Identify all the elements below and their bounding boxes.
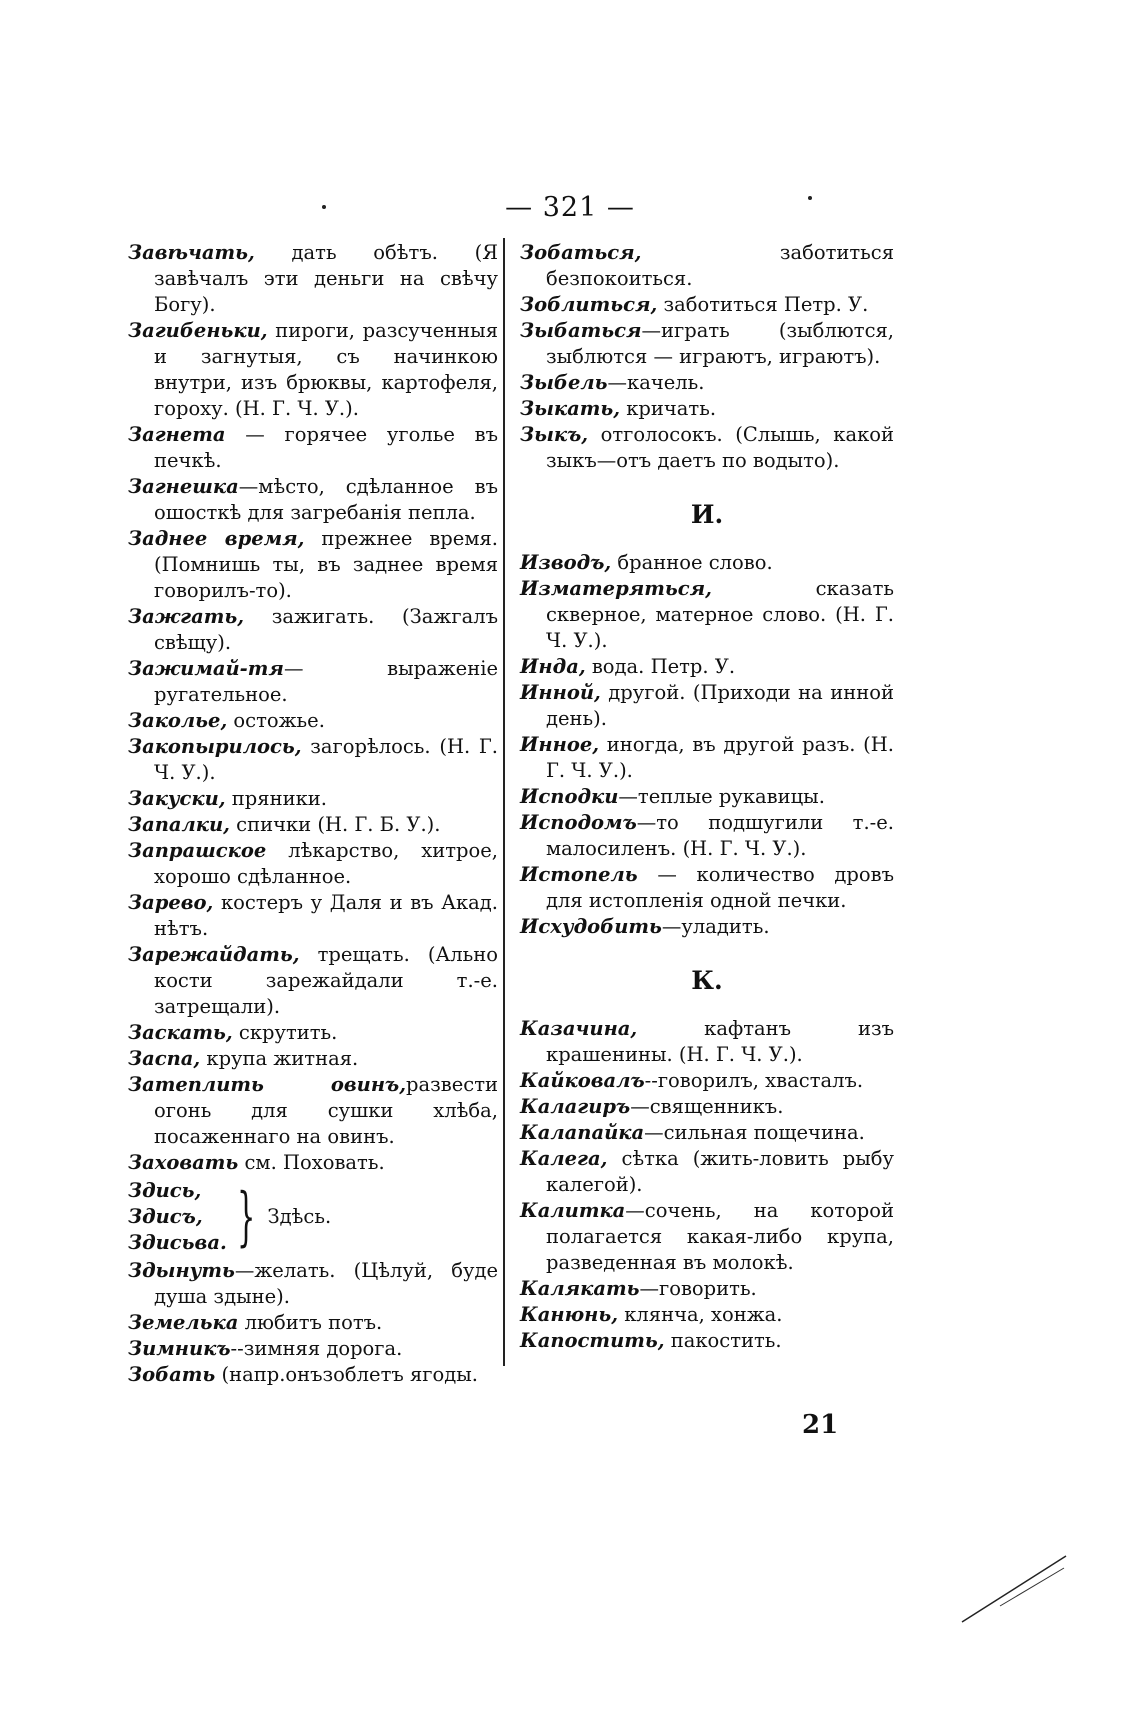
entry-definition: скрутить. [232,1021,338,1044]
dictionary-entry [520,1068,894,1094]
entry-headword: Зобать [128,1363,216,1386]
entry-definition: пряники. [225,787,327,810]
dictionary-entry [128,786,498,812]
entry-headword: Калитка [520,1199,626,1222]
entry-definition: пакостить. [664,1329,782,1352]
entry-headword: Зыбель [520,371,608,394]
dictionary-entry [520,1198,894,1276]
entry-headword: Закуски, [128,787,226,810]
entry-definition: сѣтка (жить-ловить рыбу калегой). [546,1147,894,1196]
entry-headword: Закопырилось, [128,735,302,758]
entry-headword: Заховать [128,1151,239,1174]
entry-headword: Загибеньки, [128,319,268,342]
entry-headword: Исподомъ [520,811,637,834]
entry-definition: --зимняя дорога. [230,1337,403,1360]
dictionary-entry [128,1258,498,1310]
dictionary-entry [128,474,498,526]
dictionary-entry [128,1046,498,1072]
entry-headword: Изводъ, [520,551,612,574]
entry-definition: прежнее время. (Помнишь ты, въ заднее время говорилъ-то). [154,527,498,602]
entry-headword: Завѣчать, [128,241,255,264]
entry-headword: Запалки, [128,813,230,836]
entry-headword: Зоблиться, [520,293,658,316]
entry-headword: Инной, [520,681,601,704]
entry-definition: сказать скверное, матерное слово. (Н. Г. Ч. У.). [546,577,894,652]
entry-headword: Калагиръ [520,1095,631,1118]
dictionary-entry [520,292,894,318]
entry-definition: —то подшугили т.-е. малосиленъ. (Н. Г. Ч. У.). [546,811,894,860]
page-number: — 321 — [505,192,635,223]
dictionary-entry [128,1072,498,1150]
entry-definition: кафтанъ изъ крашенины. (Н. Г. Ч. У.). [546,1017,894,1066]
entry-definition: клянча, хонжа. [618,1303,783,1326]
dictionary-entry [520,654,894,680]
right-entries-top [520,240,894,474]
entry-definition: заботиться безпокоиться. [546,241,894,290]
entry-headword: Капостить, [520,1329,665,1352]
dictionary-entry [520,680,894,732]
entry-definition: —сочень, на которой полагается какая-либо крупа, разведенная въ молокѣ. [546,1199,894,1274]
entry-headword: Калякать [520,1277,640,1300]
entry-definition: отголосокъ. (Слышь, какой зыкъ—отъ даетъ по водыто). [546,423,894,472]
dictionary-entry [128,890,498,942]
section-letter-i: И. [690,500,724,529]
ink-speck [322,205,326,209]
dictionary-entry [128,1336,498,1362]
entry-definition: вода. Петр. У. [585,655,736,678]
dictionary-entry [128,318,498,422]
entry-headword: Калапайка [520,1121,645,1144]
entry-definition: —сильная пощечина. [644,1121,865,1144]
dictionary-entry [128,942,498,1020]
dictionary-entry [128,656,498,708]
entry-headword: Зажгать, [128,605,245,628]
dictionary-entry [128,812,498,838]
dictionary-entry [520,396,894,422]
entry-headword: Зажимай-тя [128,657,284,680]
section-i-entries [520,550,894,940]
entry-definition: (напр.онъзоблетъ ягоды. [215,1363,478,1386]
dictionary-entry [520,550,894,576]
dictionary-entry [520,370,894,396]
entry-definition: --говорилъ, хвасталъ. [644,1069,864,1092]
entry-headword: Затеплить овинъ, [128,1073,407,1096]
section-k-entries [520,1016,894,1354]
right-column [520,240,894,1354]
entry-definition: кричать. [620,397,717,420]
entry-definition: дать обѣтъ. (Я завѣчалъ эти деньги на свѣчу Богу). [154,241,498,316]
dictionary-entry [520,1146,894,1198]
entry-definition: заботиться Петр. У. [657,293,869,316]
pen-stroke-mark [960,1550,1070,1630]
dictionary-entry [128,1150,498,1176]
brace-entry-group [128,1178,498,1256]
left-entries-tail [128,1258,498,1388]
entry-headword: Земелька [128,1311,239,1334]
entry-headword: Заднее время, [128,527,305,550]
entry-headword: Калега, [520,1147,608,1170]
left-column [128,240,498,1388]
entry-definition: —говорить. [639,1277,757,1300]
entry-definition: лѣкарство, хитрое, хорошо сдѣланное. [154,839,498,888]
dictionary-entry [520,318,894,370]
entry-definition: иногда, въ другой разъ. (Н. Г. Ч. У.). [546,733,894,782]
dictionary-entry [520,422,894,474]
entry-headword: Зыбаться [520,319,642,342]
dictionary-entry [128,708,498,734]
brace-headword: Здисьва. [128,1231,227,1254]
dictionary-entry [520,1302,894,1328]
dictionary-entry [520,1120,894,1146]
entry-definition: — количество дровъ для истопленія одной печки. [546,863,894,912]
entry-headword: Зыкъ, [520,423,589,446]
entry-headword: Здынуть [128,1259,235,1282]
dictionary-entry [520,1094,894,1120]
entry-headword: Инное, [520,733,600,756]
dictionary-entry [520,732,894,784]
dictionary-entry [520,1328,894,1354]
entry-headword: Зимникъ [128,1337,231,1360]
brace-headword: Здись, [128,1179,202,1202]
entry-definition: крупа житная. [200,1047,359,1070]
entry-definition: бранное слово. [611,551,773,574]
left-entries [128,240,498,1176]
ink-speck [808,196,812,200]
entry-headword: Исхудобить [520,915,662,938]
entry-definition: —уладить. [661,915,770,938]
dictionary-entry [128,838,498,890]
entry-definition: —мѣсто, сдѣланное въ ошосткѣ для загребанія пепла. [154,475,498,524]
entry-headword: Загнета [128,423,226,446]
entry-definition: пироги, разсученныя и загнутыя, съ начинкою внутри, изъ брюквы, картофеля, гороху. (Н. Г. Ч. У.). [154,319,498,420]
dictionary-entry [520,862,894,914]
entry-headword: Заскать, [128,1021,233,1044]
entry-headword: Исподки [520,785,619,808]
entry-headword: Зарежайдать, [128,943,300,966]
entry-headword: Канюнь, [520,1303,618,1326]
entry-headword: Запрашское [128,839,267,862]
entry-definition: — горячее уголье въ печкѣ. [154,423,498,472]
entry-headword: Кайковалъ [520,1069,645,1092]
entry-definition: — выраженіе ругательное. [154,657,498,706]
entry-definition: —играть (зыблются, зыблются — играютъ, играютъ). [546,319,894,368]
dictionary-entry [520,914,894,940]
entry-headword: Зарево, [128,891,214,914]
curly-brace-icon: } [236,1180,256,1254]
dictionary-entry [520,810,894,862]
entry-headword: Истопель [520,863,638,886]
dictionary-entry [128,1362,498,1388]
entry-headword: Изматеряться, [520,577,712,600]
entry-definition: другой. (Приходи на инной день). [546,681,894,730]
entry-headword: Зобаться, [520,241,642,264]
entry-headword: Зыкать, [520,397,621,420]
printer-signature: 21 [802,1410,839,1440]
entry-headword: Заколье, [128,709,228,732]
entry-definition: трещать. (Ально кости зарежайдали т.-е. затрещали). [154,943,498,1018]
dictionary-entry [128,1020,498,1046]
entry-headword: Казачина, [520,1017,638,1040]
dictionary-entry [128,604,498,656]
entry-definition: —теплые рукавицы. [618,785,825,808]
entry-definition: любитъ потъ. [238,1311,383,1334]
dictionary-entry [128,1310,498,1336]
dictionary-entry [520,240,894,292]
dictionary-entry [520,784,894,810]
dictionary-entry [520,576,894,654]
brace-headword: Здисъ, [128,1205,203,1228]
entry-definition: загорѣлось. (Н. Г. Ч. У.). [154,735,498,784]
brace-gloss: Здѣсь. [267,1205,332,1228]
dictionary-entry [128,734,498,786]
entry-definition: костеръ у Даля и въ Акад. нѣтъ. [154,891,498,940]
entry-definition: см. Поховать. [238,1151,385,1174]
brace-headwords [128,1178,227,1256]
entry-headword: Заспа, [128,1047,201,1070]
section-letter-k: К. [691,966,723,995]
dictionary-entry [128,422,498,474]
dictionary-entry [128,526,498,604]
entry-definition: —желать. (Цѣлуй, буде душа здыне). [154,1259,498,1308]
entry-definition: зажигать. (Зажгалъ свѣщу). [154,605,498,654]
entry-definition: —священникъ. [630,1095,784,1118]
entry-headword: Инда, [520,655,586,678]
entry-definition: развести огонь для сушки хлѣба, посаженнаго на овинъ. [154,1073,498,1148]
entry-headword: Загнешка [128,475,239,498]
entry-definition: спички (Н. Г. Б. У.). [229,813,441,836]
entry-definition: остожье. [227,709,325,732]
column-divider [503,238,505,1366]
dictionary-entry [520,1276,894,1302]
dictionary-entry [520,1016,894,1068]
entry-definition: —качель. [607,371,705,394]
dictionary-entry [128,240,498,318]
